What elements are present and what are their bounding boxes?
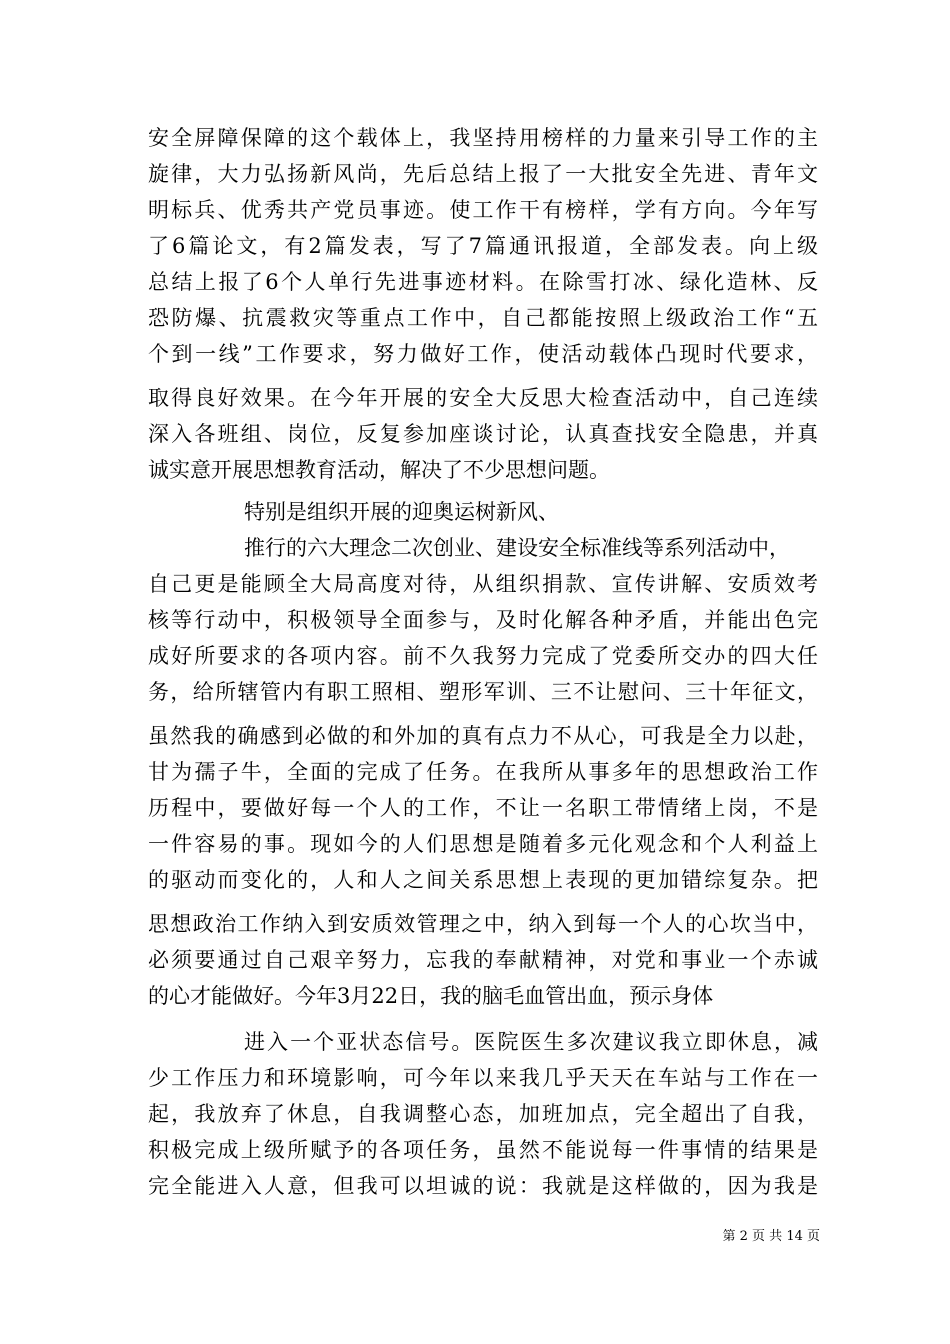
paragraph-first-line: 推行的六大理念二次创业、建设安全标准线等系列活动中，	[244, 536, 790, 560]
text-line: 取得良好效果。在今年开展的安全大反思大检查活动中，自己连续	[148, 386, 818, 410]
text-line: 的驱动而变化的，人和人之间关系思想上表现的更加错综复杂。把	[148, 868, 818, 892]
text-line: 了6篇论文，有2篇发表，写了7篇通讯报道，全部发表。向上级	[148, 234, 818, 258]
text-line: 自己更是能顾全大局高度对待，从组织捐款、宣传讲解、安质效考	[148, 572, 818, 596]
text-line: 恐防爆、抗震救灾等重点工作中，自己都能按照上级政治工作“五	[148, 306, 818, 330]
text-line: 明标兵、优秀共产党员事迹。使工作干有榜样，学有方向。今年写	[148, 198, 818, 222]
text-line: 务，给所辖管内有职工照相、塑形军训、三不让慰问、三十年征文，	[148, 680, 818, 704]
text-line: 少工作压力和环境影响，可今年以来我几乎天天在车站与工作在一	[148, 1066, 818, 1090]
text-line: 总结上报了6个人单行先进事迹材料。在除雪打冰、绿化造林、反	[148, 270, 818, 294]
text-line: 积极完成上级所赋予的各项任务，虽然不能说每一件事情的结果是	[148, 1138, 818, 1162]
page-number-footer: 第 2 页 共 14 页	[722, 1229, 820, 1244]
paragraph-first-line: 进入一个亚状态信号。医院医生多次建议我立即休息，减	[244, 1030, 818, 1054]
text-line: 个到一线”工作要求，努力做好工作，使活动载体凸现时代要求，	[148, 342, 818, 366]
text-line: 深入各班组、岗位，反复参加座谈讨论，认真查找安全隐患，并真	[148, 422, 818, 446]
text-line: 安全屏障保障的这个载体上，我坚持用榜样的力量来引导工作的主	[148, 126, 818, 150]
text-line: 虽然我的确感到必做的和外加的真有点力不从心，可我是全力以赴，	[148, 724, 818, 748]
text-line: 完全能进入人意，但我可以坦诚的说：我就是这样做的，因为我是	[148, 1174, 818, 1198]
text-line: 核等行动中，积极领导全面参与，及时化解各种矛盾，并能出色完	[148, 608, 818, 632]
text-line: 一件容易的事。现如今的人们思想是随着多元化观念和个人利益上	[148, 832, 818, 856]
text-line: 起，我放弃了休息，自我调整心态，加班加点，完全超出了自我，	[148, 1102, 818, 1126]
text-line: 思想政治工作纳入到安质效管理之中，纳入到每一个人的心坎当中，	[148, 912, 818, 936]
paragraph-first-line: 特别是组织开展的迎奥运树新风、	[244, 500, 559, 524]
text-line: 诚实意开展思想教育活动，解决了不少思想问题。	[148, 458, 610, 482]
text-line: 必须要通过自己艰辛努力，忘我的奉献精神，对党和事业一个赤诚	[148, 948, 818, 972]
text-line: 旋律，大力弘扬新风尚，先后总结上报了一大批安全先进、青年文	[148, 162, 818, 186]
text-line: 成好所要求的各项内容。前不久我努力完成了党委所交办的四大任	[148, 644, 818, 668]
text-line: 甘为孺子牛，全面的完成了任务。在我所从事多年的思想政治工作	[148, 760, 818, 784]
text-line: 的心才能做好。今年3月22日，我的脑毛血管出血，预示身体	[148, 984, 714, 1008]
text-line: 历程中，要做好每一个人的工作，不让一名职工带情绪上岗，不是	[148, 796, 818, 820]
